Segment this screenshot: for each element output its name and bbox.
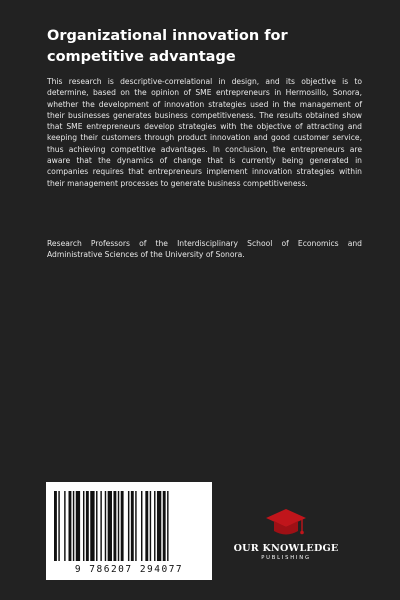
barcode-bar [83,491,84,561]
barcode-bar [167,491,168,561]
barcode-bar [76,491,80,561]
barcode-bar [86,491,89,561]
barcode-bar [96,491,97,561]
publisher-subtitle: PUBLISHING [261,555,311,561]
barcode-bar [64,491,65,561]
barcode-bar [150,491,151,561]
barcode-bar [141,491,142,561]
barcode-bar [54,491,57,561]
publisher-name: OUR KNOWLEDGE [233,543,339,554]
barcode-bar [118,491,119,561]
barcode-bar [121,491,124,561]
barcode-digits: 9 786207 294077 [74,564,184,575]
barcode-bar [90,491,94,561]
barcode-bar [128,491,129,561]
author-bio: Research Professors of the Interdisciplinary School of Economics and Administrative Sciences of the University of Sonora. [47,239,362,260]
barcode-bar [113,491,116,561]
barcode-bars [54,491,204,563]
isbn-barcode [46,482,212,580]
book-title: Organizational innovation for competitive advantage [47,28,288,65]
barcode-bar [163,491,166,561]
barcode-bar [73,491,74,561]
barcode-bar [145,491,148,561]
barcode-bar [58,491,59,561]
barcode-bar [131,491,134,561]
barcode-bar [108,491,112,561]
barcode-bar [100,491,101,561]
graduation-cap-icon [264,507,308,541]
barcode-bar [135,491,136,561]
book-abstract: This research is descriptive-correlational in design, and its objective is to determine, based on the opinion of SME entrepreneurs in Hermosillo, Sonora, whether the development of innovation strategies used in the management of their businesses generates business competitiveness. The results obtained show that SME entrepreneurs develop strategies with the objective of attracting and keeping their customers through product innovation and good customer service, thus achieving competitive advantages. In conclusion, the entrepreneurs are aware that the dynamics of change that is currently being generated in companies requires that entrepreneurs implement innovation strategies within their management processes to generate business competitiveness. [47,77,362,188]
barcode-bar [105,491,106,561]
publisher-logo-block [232,507,340,561]
barcode-bar [157,491,161,561]
barcode-bar [154,491,155,561]
barcode-bar [69,491,72,561]
